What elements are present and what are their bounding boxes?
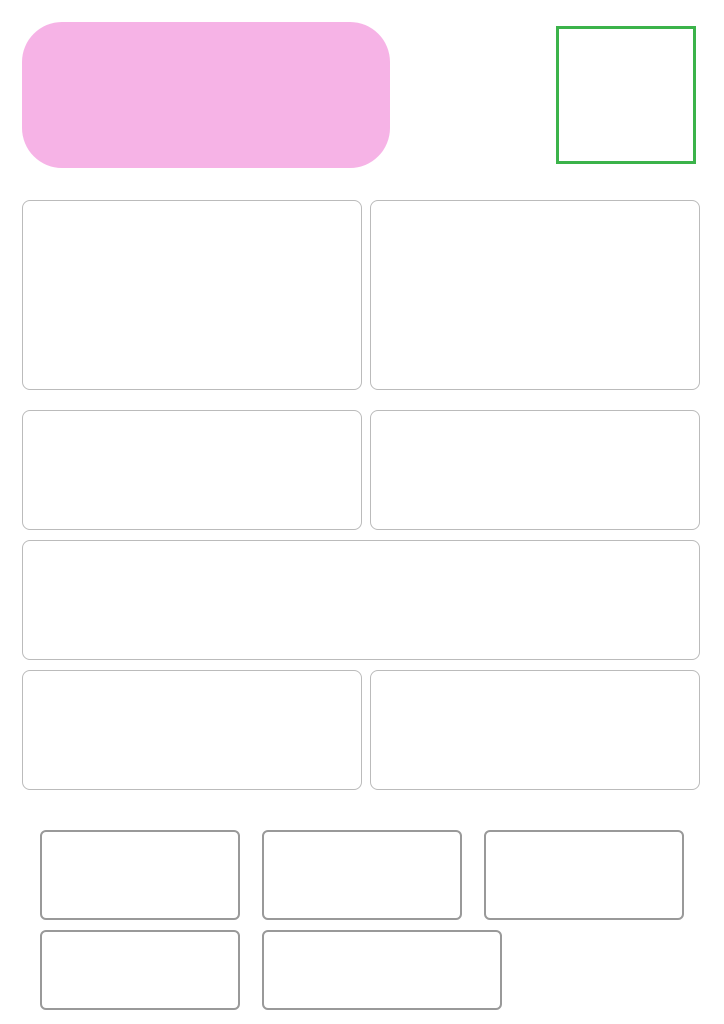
club-box	[40, 930, 240, 1010]
event-box	[22, 410, 362, 530]
club-box	[262, 830, 462, 920]
event-box	[22, 540, 700, 660]
holiday-box	[556, 26, 696, 164]
club-box	[484, 830, 684, 920]
event-box	[22, 200, 362, 390]
event-box	[370, 200, 700, 390]
month-badge	[400, 60, 540, 150]
club-box	[262, 930, 502, 1010]
event-box	[370, 410, 700, 530]
event-box	[22, 670, 362, 790]
club-box	[40, 830, 240, 920]
title-band	[22, 22, 390, 168]
event-box	[370, 670, 700, 790]
club-heading	[40, 800, 680, 819]
